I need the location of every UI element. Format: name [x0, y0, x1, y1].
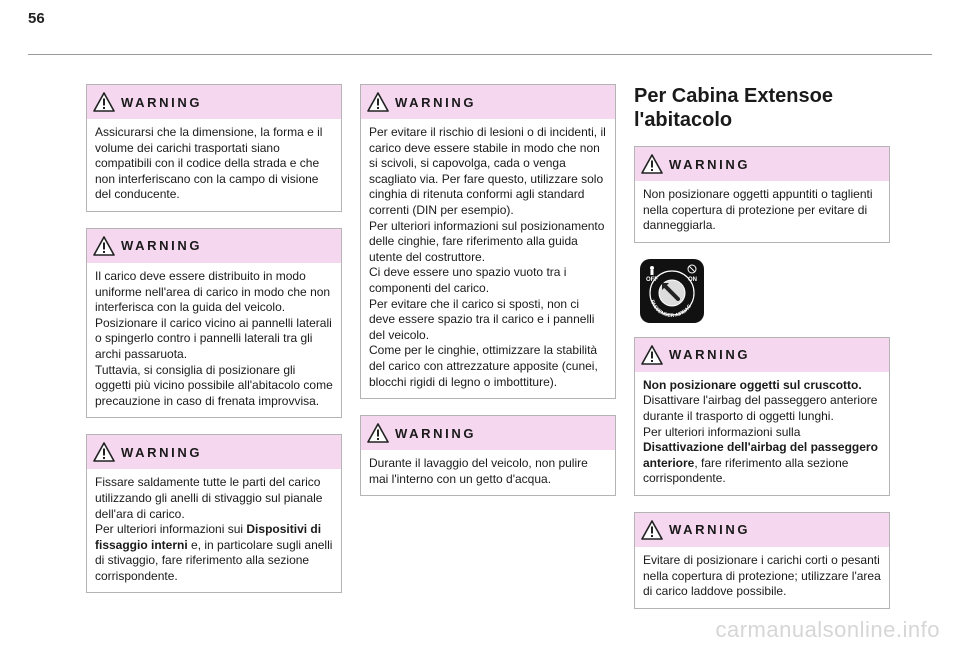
warning-title: WARNING: [395, 425, 477, 441]
cross-reference: Disattivazione dell'airbag del passeggero anteriore: [643, 440, 878, 470]
warning-text: Durante il lavaggio del veicolo, non pulire mai l'interno con un getto d'acqua.: [369, 456, 588, 486]
warning-text: Per evitare il rischio di lesioni o di incidenti, il carico deve essere stabile in modo che non si scivoli, si capovolga, cada o venga scagliato via. Per fare questo, utilizzare solo cinghia di ritenuta conformi agli standard correnti (DIN per esempio).: [369, 125, 606, 217]
warning-text: Come per le cinghie, ottimizzare la stabilità del carico con attrezzature apposite (cunei, blocchi rigidi di legno o imbottiture).: [369, 343, 598, 389]
warning-title: WARNING: [669, 347, 751, 363]
warning-text: Per ulteriori informazioni sul posizionamento delle cinghie, fare riferimento alla guida utente del costruttore.: [369, 218, 605, 264]
airbag-off-label: OFF: [646, 276, 658, 283]
warning-header: [361, 416, 615, 450]
warning-title: WARNING: [669, 522, 751, 538]
warning-text: Non posizionare oggetti appuntiti o taglienti nella copertura di protezione per evitare di danneggiarla.: [643, 187, 873, 233]
warning-triangle-icon: [93, 236, 115, 256]
passenger-airbag-icon: [640, 259, 704, 323]
warning-header: [87, 435, 341, 469]
warning-triangle-icon: [367, 423, 389, 443]
warning-box-distribution: [86, 228, 342, 418]
warning-text: Per ulteriori informazioni sui Dispositivi di fissaggio interni e, in particolare sugli anelli di stivaggio, fare riferimento alla sezione corrispondente.: [95, 522, 333, 583]
warning-header: [635, 513, 889, 547]
warning-text: Disattivare l'airbag del passeggero anteriore durante il trasporto di oggetti lunghi.: [643, 393, 878, 423]
warning-text: Per evitare che il carico si sposti, non ci deve essere spazio tra il carico e i pannelli del veicolo.: [369, 296, 595, 342]
warning-box-washing: [360, 415, 616, 496]
warning-triangle-icon: [641, 345, 663, 365]
warning-text: Tuttavia, si consiglia di posizionare gli oggetti più vicino possibile all'abitacolo come precauzione in caso di frenata improvvisa.: [95, 362, 333, 408]
column-right: [634, 84, 890, 625]
page-number: 56: [28, 10, 45, 27]
warning-text: Posizionare il carico vicino ai pannelli laterali o spingerlo contro i pannelli laterali tra gli archi passaruota.: [95, 315, 332, 361]
watermark: carmanualsonline.info: [715, 617, 940, 642]
section-title: Per Cabina Extensoe l'abitacolo: [634, 85, 833, 131]
warning-triangle-icon: [641, 154, 663, 174]
warning-box-sharp-objects: [634, 146, 890, 243]
cross-reference: Dispositivi di fissaggio interni: [95, 522, 322, 552]
warning-title: WARNING: [121, 238, 203, 254]
warning-title: WARNING: [395, 94, 477, 110]
warning-text: Ci deve essere uno spazio vuoto tra i componenti del carico.: [369, 265, 567, 295]
header-divider: [28, 54, 932, 55]
column-middle: [360, 84, 616, 512]
warning-text: Non posizionare oggetti sul cruscotto.: [643, 377, 862, 392]
airbag-on-label: ON: [688, 276, 697, 283]
warning-text: Evitare di posizionare i carichi corti o pesanti nella copertura di protezione; utilizzare l'area di carico laddove possibile.: [643, 552, 881, 599]
warning-box-dashboard: [634, 337, 890, 496]
warning-header: [635, 147, 889, 181]
warning-box-fixing: [86, 434, 342, 593]
airbag-ring-label: PASSENGER AIRBAG: [648, 298, 693, 319]
warning-title: WARNING: [121, 444, 203, 460]
warning-box-stability: [360, 84, 616, 399]
column-left: [86, 84, 342, 609]
warning-text: Il carico deve essere distribuito in modo uniforme nell'area di carico in modo che non interferisca con la guida del veicolo.: [95, 268, 331, 315]
warning-header: [361, 85, 615, 119]
warning-header: [635, 338, 889, 372]
warning-header: [87, 85, 341, 119]
warning-title: WARNING: [669, 156, 751, 172]
warning-box-dimensions: [86, 84, 342, 212]
warning-text: Assicurarsi che la dimensione, la forma e il volume dei carichi trasportati siano compatibili con il codice della strada e che non interferiscano con la campo di visione del conducente.: [95, 125, 323, 202]
warning-text: Per ulteriori informazioni sulla Disattivazione dell'airbag del passeggero anteriore, fare riferimento alla sezione corrispondente.: [643, 424, 878, 486]
warning-triangle-icon: [93, 92, 115, 112]
warning-text: Fissare saldamente tutte le parti del carico utilizzando gli anelli di stivaggio sul pianale dell'ara di carico.: [95, 475, 323, 521]
warning-triangle-icon: [641, 520, 663, 540]
warning-header: [87, 229, 341, 263]
warning-title: WARNING: [121, 94, 203, 110]
warning-box-heavy-loads: [634, 512, 890, 609]
warning-triangle-icon: [93, 442, 115, 462]
warning-triangle-icon: [367, 92, 389, 112]
